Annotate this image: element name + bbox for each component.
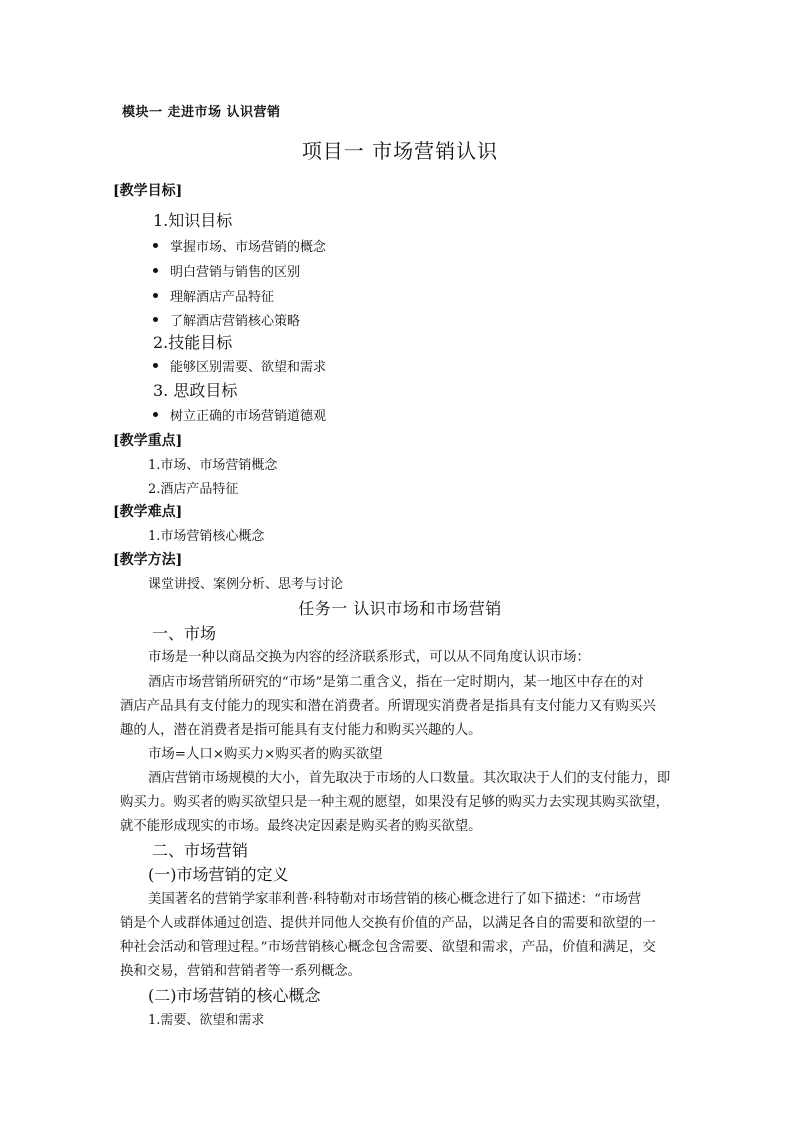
page-title: 项目一 市场营销认识 — [301, 139, 499, 163]
list-item — [153, 236, 326, 255]
skill-objectives-heading: 2.技能目标 — [153, 333, 233, 352]
list-item-text: 掌握市场、市场营销的概念 — [170, 240, 327, 255]
bullet-icon — [153, 243, 158, 248]
task-title: 任务一 认识市场和市场营销 — [298, 599, 502, 618]
bullet-icon — [153, 317, 158, 322]
list-item-text: 明白营销与销售的区别 — [170, 265, 301, 280]
list-item: 1.需要、欲望和需求 — [148, 1013, 265, 1028]
objectives-heading: [教学目标] — [113, 183, 183, 199]
methods-text: 课堂讲授、案例分析、思考与讨论 — [148, 577, 344, 592]
paragraph-line: 换和交易，营销和营销者等一系列概念。 — [120, 964, 362, 979]
key-points-heading: [教学重点] — [113, 433, 183, 449]
section-heading-marketing: 二、市场营销 — [152, 841, 249, 860]
paragraph-line: 购买力。购买者的购买欲望只是一种主观的愿望，如果没有足够的购买力去实现其购买欲望， — [120, 795, 670, 810]
bullet-icon — [153, 363, 158, 368]
paragraph-line: 趣的人，潜在消费者是指可能具有支付能力和购买兴趣的人。 — [120, 723, 482, 738]
paragraph-line: 酒店市场营销所研究的“市场”是第二重含义，指在一定时期内，某一地区中存在的对 — [148, 675, 644, 690]
section-heading-market: 一、市场 — [152, 624, 217, 643]
bullet-icon — [153, 412, 158, 417]
formula-line: 市场=人口×购买力×购买者的购买欲望 — [148, 747, 383, 762]
list-item: 1.市场营销核心概念 — [148, 529, 265, 544]
list-item-text: 树立正确的市场营销道德观 — [170, 409, 327, 424]
subsection-heading-definition: (一)市场营销的定义 — [148, 865, 289, 884]
ideology-objectives-heading: 3. 思政目标 — [153, 381, 238, 400]
bullet-icon — [153, 268, 158, 273]
subsection-heading-core-concepts: (二)市场营销的核心概念 — [148, 986, 321, 1005]
list-item — [153, 286, 274, 305]
paragraph-line: 种社会活动和管理过程。”市场营销核心概念包含需要、欲望和需求，产品，价值和满足，交 — [120, 940, 656, 955]
paragraph-line: 美国著名的营销学家菲利普·科特勒对市场营销的核心概念进行了如下描述：“市场营 — [148, 892, 642, 907]
paragraph-line: 就不能形成现实的市场。最终决定因素是购买者的购买欲望。 — [120, 819, 482, 834]
list-item — [153, 261, 300, 280]
paragraph-line: 酒店产品具有支付能力的现实和潜在消费者。所谓现实消费者是指具有支付能力又有购买兴 — [120, 699, 656, 714]
list-item-text: 了解酒店营销核心策略 — [170, 314, 301, 329]
list-item — [153, 310, 300, 329]
paragraph-line: 市场是一种以商品交换为内容的经济联系形式，可以从不同角度认识市场： — [148, 650, 590, 665]
paragraph-line: 销是个人或群体通过创造、提供并同他人交换有价值的产品，以满足各自的需要和欲望的一 — [120, 916, 656, 931]
list-item-text: 能够区别需要、欲望和需求 — [170, 360, 327, 375]
list-item — [153, 356, 326, 375]
bullet-icon — [153, 293, 158, 298]
list-item-text: 理解酒店产品特征 — [170, 290, 275, 305]
list-item — [153, 405, 326, 424]
methods-heading: [教学方法] — [113, 552, 183, 568]
running-head: 模块一 走进市场 认识营销 — [122, 105, 281, 120]
list-item: 1.市场、市场营销概念 — [148, 458, 278, 473]
knowledge-objectives-heading: 1.知识目标 — [153, 211, 233, 230]
list-item: 2.酒店产品特征 — [148, 482, 239, 497]
paragraph-line: 酒店营销市场规模的大小，首先取决于市场的人口数量。其次取决于人们的支付能力，即 — [148, 771, 671, 786]
difficulties-heading: [教学难点] — [113, 504, 183, 520]
